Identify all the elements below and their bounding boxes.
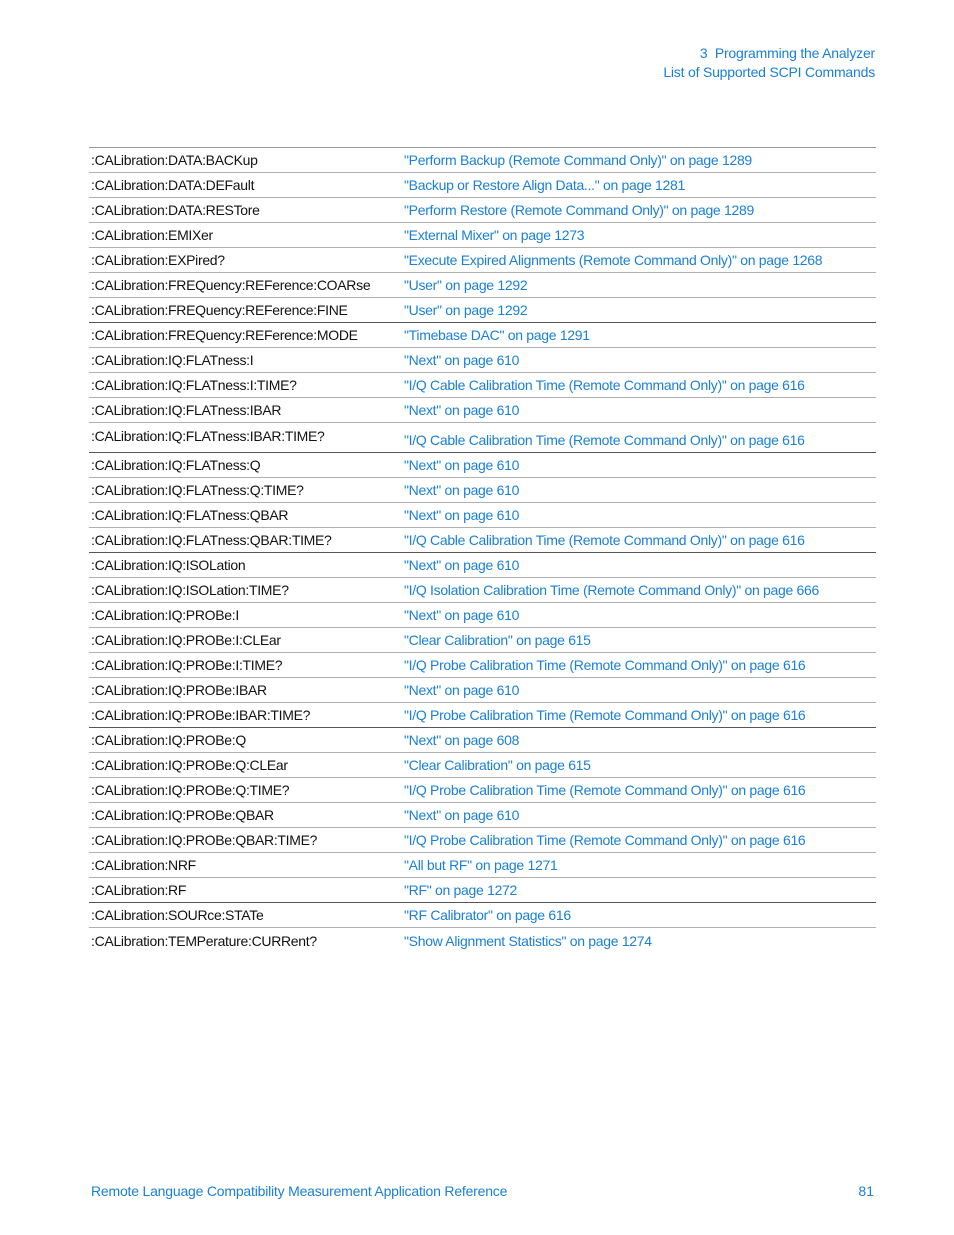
reference-link[interactable]: "Clear Calibration" on page 615	[404, 632, 591, 648]
document-title: Remote Language Compatibility Measurement Application Reference	[91, 1183, 508, 1199]
reference-link[interactable]: "Next" on page 610	[404, 507, 520, 523]
command-cell: :CALibration:FREQuency:REFerence:FINE	[91, 302, 348, 318]
command-cell: :CALibration:DATA:RESTore	[91, 202, 260, 218]
reference-link[interactable]: "User" on page 1292	[404, 302, 528, 318]
table-row	[89, 298, 876, 323]
table-row	[89, 453, 876, 478]
table-row	[89, 273, 876, 298]
reference-link[interactable]: "Next" on page 610	[404, 402, 520, 418]
command-cell: :CALibration:IQ:FLATness:IBAR:TIME?	[91, 427, 325, 444]
reference-link[interactable]: "I/Q Isolation Calibration Time (Remote Command Only)" on page 666	[404, 582, 820, 598]
table-row	[89, 323, 876, 348]
table-row	[89, 653, 876, 678]
table-row	[89, 478, 876, 503]
table-row	[89, 528, 876, 553]
command-cell: :CALibration:IQ:PROBe:IBAR:TIME?	[91, 707, 311, 723]
command-cell: :CALibration:IQ:PROBe:QBAR	[91, 807, 274, 823]
scpi-command-table	[89, 147, 876, 953]
command-cell: :CALibration:IQ:FLATness:I	[91, 352, 254, 368]
command-cell: :CALibration:IQ:FLATness:IBAR	[91, 402, 282, 418]
table-row	[89, 553, 876, 578]
command-cell: :CALibration:IQ:PROBe:I	[91, 607, 239, 623]
command-cell: :CALibration:SOURce:STATe	[91, 907, 264, 923]
command-cell: :CALibration:DATA:BACKup	[91, 152, 258, 168]
reference-link[interactable]: "User" on page 1292	[404, 277, 528, 293]
command-cell: :CALibration:IQ:PROBe:IBAR	[91, 682, 267, 698]
command-cell: :CALibration:EMIXer	[91, 227, 213, 243]
command-cell: :CALibration:IQ:FLATness:QBAR	[91, 507, 289, 523]
command-cell: :CALibration:IQ:FLATness:Q	[91, 457, 261, 473]
table-row	[89, 778, 876, 803]
command-cell: :CALibration:IQ:FLATness:QBAR:TIME?	[91, 532, 332, 548]
table-row	[89, 803, 876, 828]
reference-link[interactable]: "Clear Calibration" on page 615	[404, 757, 591, 773]
page-header	[663, 44, 875, 82]
command-cell: :CALibration:RF	[91, 882, 187, 898]
reference-link[interactable]: "I/Q Cable Calibration Time (Remote Command Only)" on page 616	[404, 532, 805, 548]
command-cell: :CALibration:IQ:FLATness:Q:TIME?	[91, 482, 304, 498]
table-row	[89, 828, 876, 853]
table-row	[89, 223, 876, 248]
reference-link[interactable]: "Next" on page 608	[404, 732, 520, 748]
command-cell: :CALibration:FREQuency:REFerence:MODE	[91, 327, 358, 343]
chapter-title: 3 Programming the Analyzer	[699, 45, 875, 61]
command-cell: :CALibration:IQ:PROBe:Q:TIME?	[91, 782, 290, 798]
table-row	[89, 628, 876, 653]
table-row	[89, 423, 876, 453]
reference-link[interactable]: "RF Calibrator" on page 616	[404, 907, 571, 923]
reference-link[interactable]: "Next" on page 610	[404, 482, 520, 498]
table-row	[89, 173, 876, 198]
command-cell: :CALibration:IQ:ISOLation	[91, 557, 246, 573]
table-row	[89, 853, 876, 878]
reference-link[interactable]: "Execute Expired Alignments (Remote Command Only)" on page 1268	[404, 252, 823, 268]
command-cell: :CALibration:IQ:PROBe:Q	[91, 732, 246, 748]
reference-link[interactable]: "I/Q Probe Calibration Time (Remote Command Only)" on page 616	[404, 782, 806, 798]
reference-link[interactable]: "Backup or Restore Align Data..." on page 1281	[404, 177, 685, 193]
reference-link[interactable]: "Next" on page 610	[404, 457, 520, 473]
table-row	[89, 578, 876, 603]
table-row	[89, 728, 876, 753]
table-row	[89, 373, 876, 398]
page-number: 81	[858, 1183, 874, 1199]
table-row	[89, 678, 876, 703]
table-row	[89, 148, 876, 173]
command-cell: :CALibration:NRF	[91, 857, 196, 873]
reference-link[interactable]: "Timebase DAC" on page 1291	[404, 327, 590, 343]
section-title: List of Supported SCPI Commands	[663, 64, 875, 80]
table-row	[89, 503, 876, 528]
reference-link[interactable]: "I/Q Probe Calibration Time (Remote Command Only)" on page 616	[404, 657, 806, 673]
command-cell: :CALibration:TEMPerature:CURRent?	[91, 933, 317, 949]
reference-link[interactable]: "Perform Backup (Remote Command Only)" on page 1289	[404, 152, 752, 168]
command-cell: :CALibration:IQ:PROBe:I:CLEar	[91, 632, 281, 648]
command-cell: :CALibration:DATA:DEFault	[91, 177, 255, 193]
table-row	[89, 198, 876, 223]
table-row	[89, 903, 876, 928]
reference-link[interactable]: "Next" on page 610	[404, 352, 520, 368]
reference-link[interactable]: "Next" on page 610	[404, 807, 520, 823]
reference-link[interactable]: "All but RF" on page 1271	[404, 857, 558, 873]
command-cell: :CALibration:IQ:ISOLation:TIME?	[91, 582, 289, 598]
command-cell: :CALibration:IQ:PROBe:QBAR:TIME?	[91, 832, 318, 848]
command-cell: :CALibration:EXPired?	[91, 252, 225, 268]
command-cell: :CALibration:IQ:PROBe:I:TIME?	[91, 657, 283, 673]
reference-link[interactable]: "Show Alignment Statistics" on page 1274	[404, 933, 652, 949]
reference-link[interactable]: "External Mixer" on page 1273	[404, 227, 585, 243]
command-cell: :CALibration:FREQuency:REFerence:COARse	[91, 277, 371, 293]
reference-link[interactable]: "Next" on page 610	[404, 682, 520, 698]
reference-link[interactable]: "I/Q Cable Calibration Time (Remote Command Only)" on page 616	[404, 432, 805, 448]
reference-link[interactable]: "I/Q Cable Calibration Time (Remote Command Only)" on page 616	[404, 377, 805, 393]
reference-link[interactable]: "Perform Restore (Remote Command Only)" on page 1289	[404, 202, 754, 218]
reference-link[interactable]: "RF" on page 1272	[404, 882, 518, 898]
command-cell: :CALibration:IQ:FLATness:I:TIME?	[91, 377, 297, 393]
table-row	[89, 398, 876, 423]
reference-link[interactable]: "I/Q Probe Calibration Time (Remote Command Only)" on page 616	[404, 707, 806, 723]
table-row	[89, 348, 876, 373]
reference-link[interactable]: "Next" on page 610	[404, 557, 520, 573]
table-row	[89, 878, 876, 903]
table-row	[89, 248, 876, 273]
table-row	[89, 703, 876, 728]
table-row	[89, 753, 876, 778]
reference-link[interactable]: "I/Q Probe Calibration Time (Remote Command Only)" on page 616	[404, 832, 806, 848]
command-cell: :CALibration:IQ:PROBe:Q:CLEar	[91, 757, 288, 773]
reference-link[interactable]: "Next" on page 610	[404, 607, 520, 623]
table-row	[89, 603, 876, 628]
table-row	[89, 928, 876, 953]
